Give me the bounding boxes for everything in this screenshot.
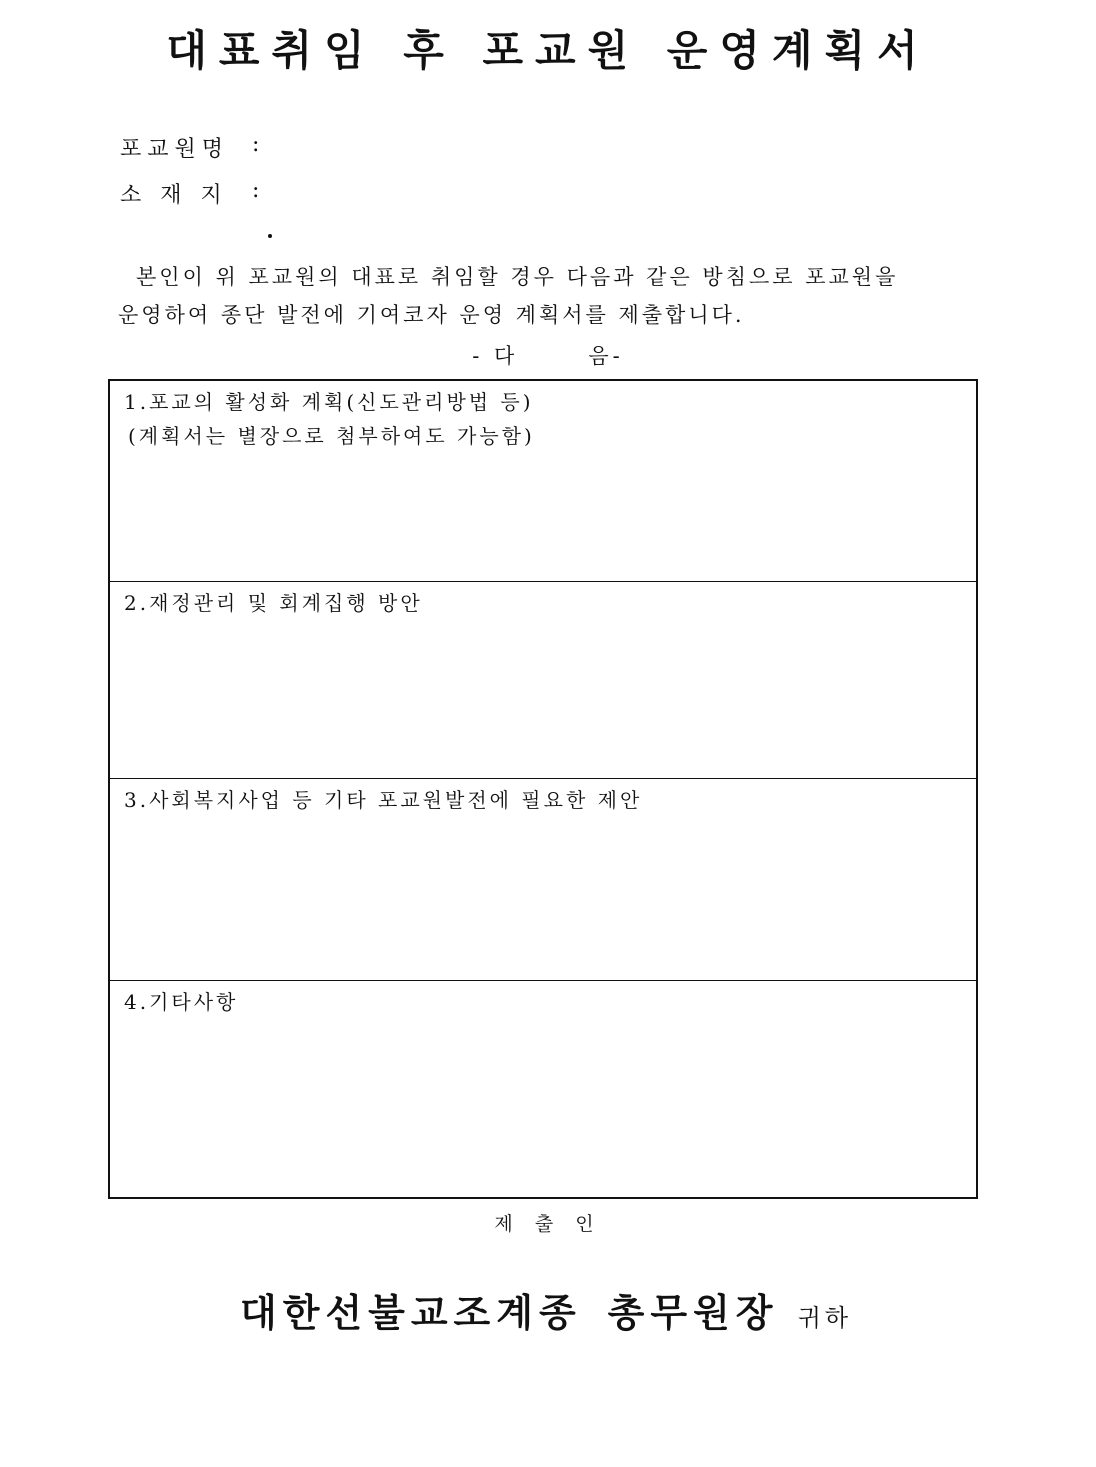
section-1: [110, 381, 976, 581]
recipient-org: 대한선불교조계종: [240, 1290, 582, 1335]
submitter-label: 제 출 인: [494, 1213, 602, 1235]
section-3-title: 3.사회복지사업 등 기타 포교원발전에 필요한 제안: [124, 788, 643, 812]
recipient-suffix: 귀하: [797, 1304, 853, 1332]
stray-dot: [268, 234, 272, 238]
section-4-title: 4.기타사항: [124, 990, 239, 1014]
intro-paragraph: [118, 258, 978, 334]
intro-line-1: 본인이 위 포교원의 대표로 취임할 경우 다음과 같은 방침으로 포교원을: [136, 265, 899, 289]
heading-mark-left: - 다: [472, 344, 519, 368]
recipient-title: 총무원장: [607, 1290, 779, 1335]
heading-mark: [0, 340, 1096, 370]
field-colon-temple-name: :: [252, 132, 260, 157]
section-1-title: 1.포교의 활성화 계획(신도관리방법 등): [124, 390, 534, 414]
intro-line-2: 운영하여 종단 발전에 기여코자 운영 계획서를 제출합니다.: [118, 303, 745, 327]
section-2: [110, 581, 976, 778]
section-1-note: (계획서는 별장으로 첨부하여도 가능함): [128, 424, 535, 448]
section-4: [110, 980, 976, 1199]
document-title: 대표취임 후 포교원 운영계획서: [166, 26, 930, 75]
plan-table: [108, 379, 978, 1199]
field-label-location: 소 재 지: [120, 183, 228, 208]
field-label-temple-name: 포교원명: [120, 137, 230, 162]
heading-mark-right: 음-: [588, 344, 624, 368]
recipient-line: [240, 1282, 852, 1337]
section-2-title: 2.재정관리 및 회계집행 방안: [124, 591, 423, 615]
field-colon-location: :: [252, 178, 260, 203]
section-3: [110, 778, 976, 980]
